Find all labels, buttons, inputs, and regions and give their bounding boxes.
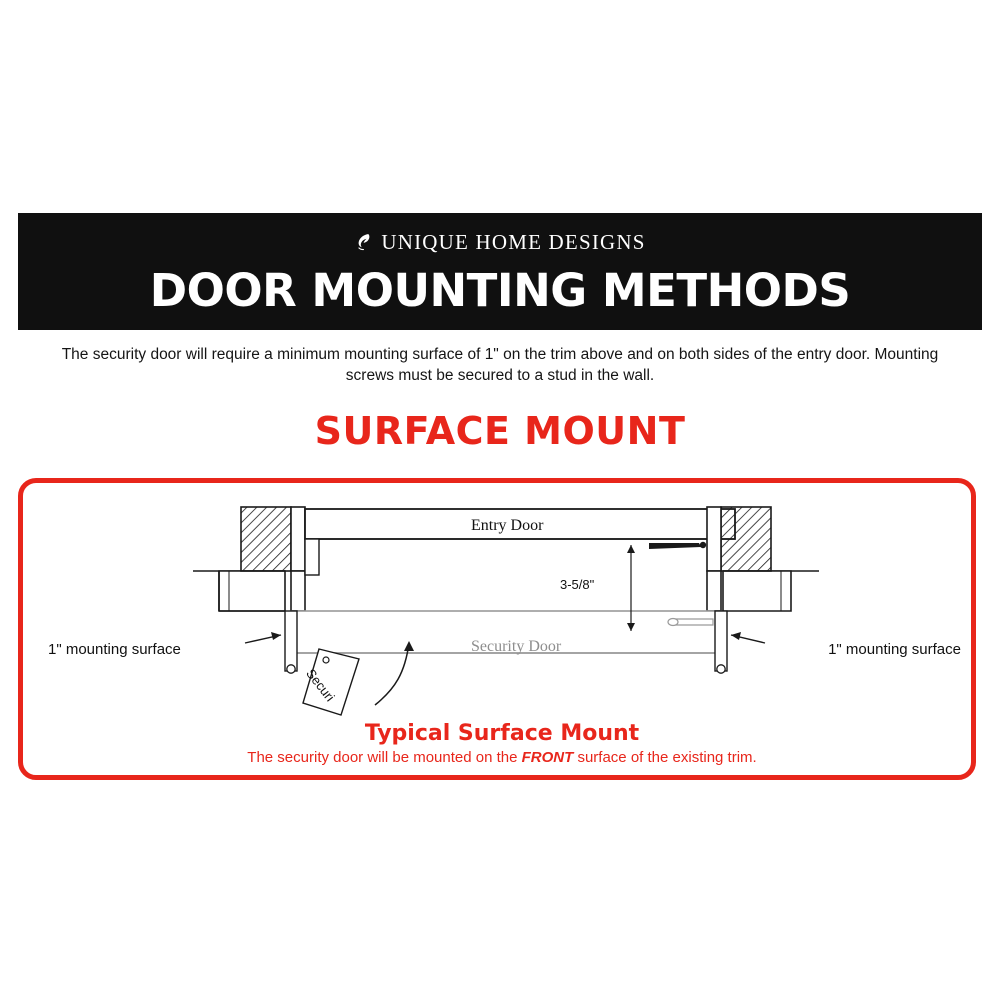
hang-tag-label: Securi (303, 666, 338, 705)
diagram-caption-subtitle (23, 749, 981, 766)
dimension-label: 3-5/8" (560, 577, 595, 592)
section-title: SURFACE MOUNT (314, 409, 686, 453)
header-band (18, 213, 982, 330)
flame-leaf-logo-icon (354, 232, 374, 252)
brand-row (18, 213, 982, 255)
entry-door-label: Entry Door (471, 517, 544, 534)
left-mounting-surface-callout: 1" mounting surface (48, 641, 181, 658)
caption-emphasis: FRONT (521, 749, 574, 766)
intro-paragraph: The security door will require a minimum mounting surface of 1" on the trim above and on both sides of the entry door. Mounting screws must be secured to a stud in the wall. (61, 346, 939, 384)
caption-suffix: surface of the existing trim. (573, 749, 757, 766)
diagram-caption-title: Typical Surface Mount (364, 721, 640, 746)
surface-mount-panel (18, 478, 976, 780)
security-door-label: Security Door (471, 638, 562, 655)
page-title: DOOR MOUNTING METHODS (149, 264, 851, 317)
right-mounting-surface-callout: 1" mounting surface (828, 641, 961, 658)
brand-name: UNIQUE HOME DESIGNS (381, 229, 646, 254)
caption-prefix: The security door will be mounted on the (247, 749, 522, 766)
surface-mount-diagram (23, 483, 981, 785)
